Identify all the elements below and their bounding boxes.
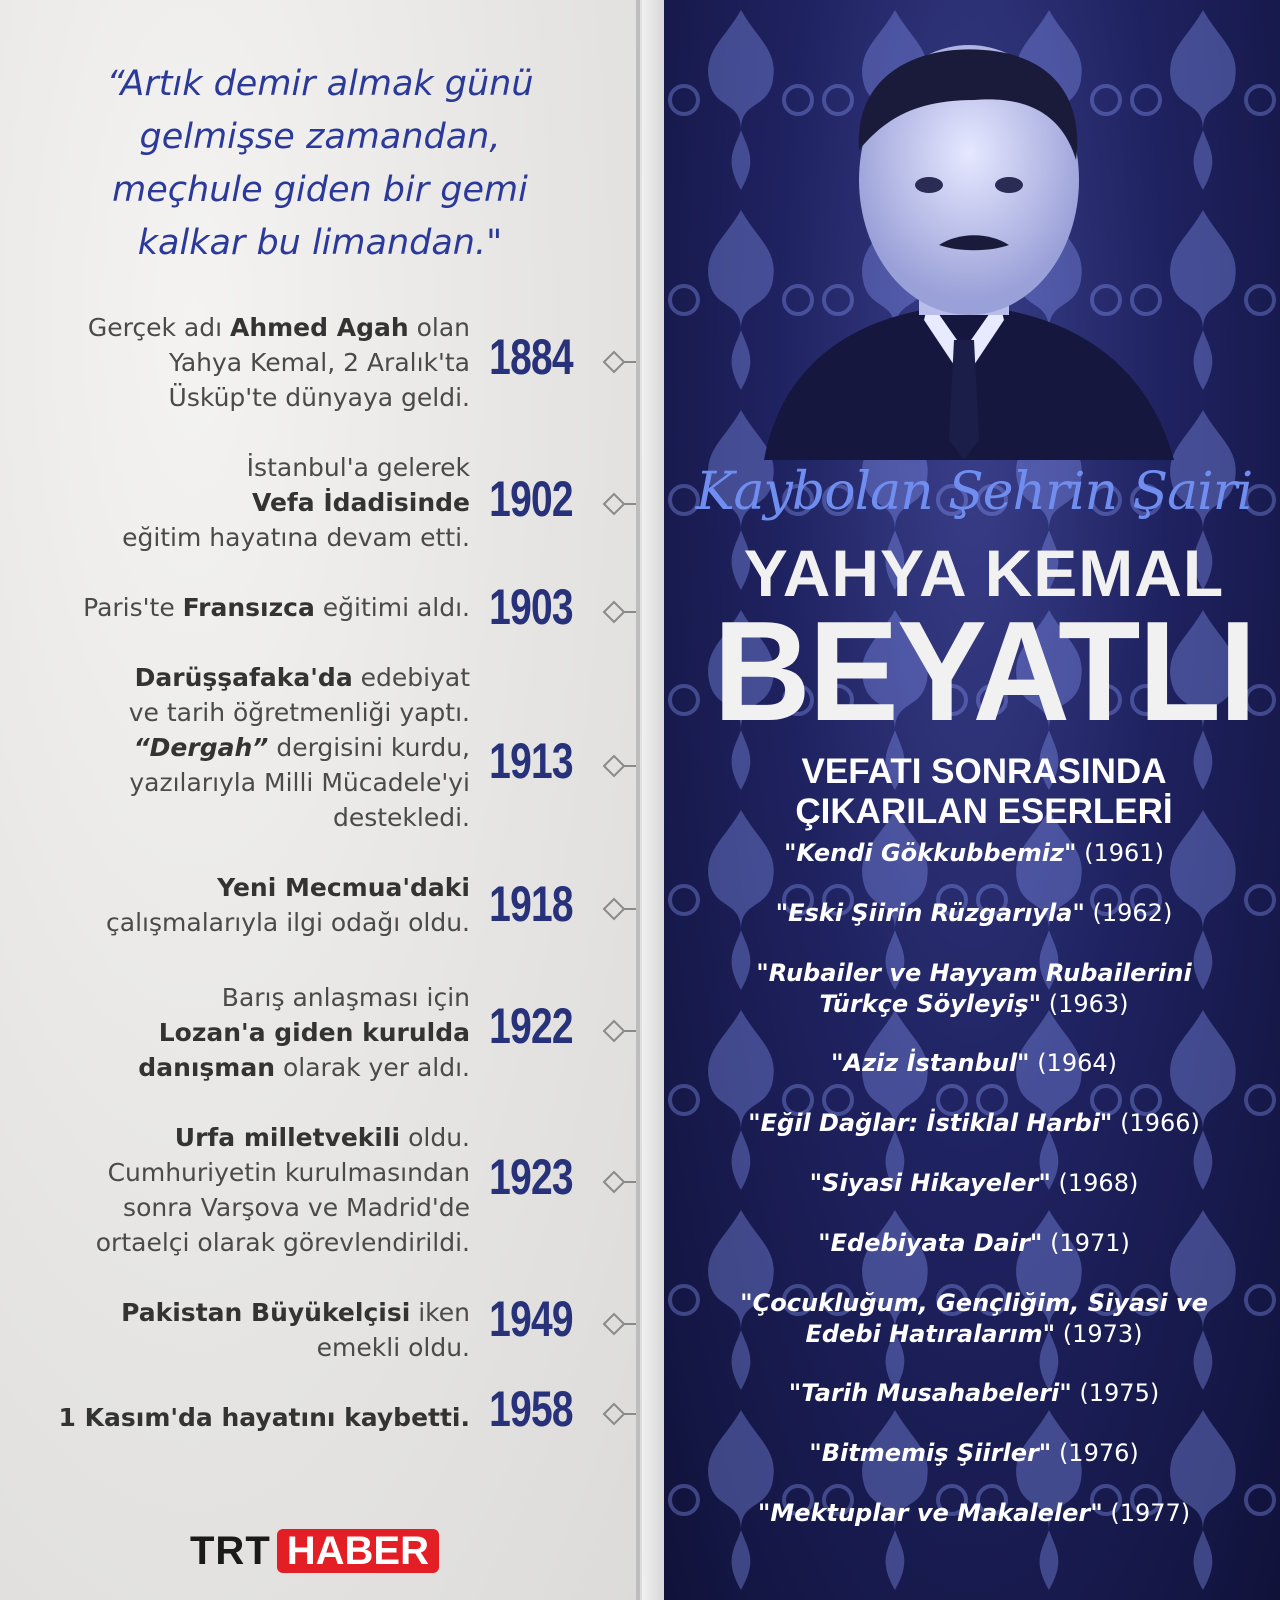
- work-line: [684, 1168, 1264, 1199]
- timeline-year: 1903: [489, 579, 573, 635]
- event-line: [10, 1330, 470, 1365]
- work-line: [684, 1438, 1264, 1469]
- event-text: olan: [408, 313, 470, 342]
- work-year: (1971): [1042, 1229, 1130, 1257]
- work-line: [684, 838, 1264, 869]
- event-text: Barış anlaşması için: [221, 983, 470, 1012]
- timeline-year: 1958: [489, 1381, 573, 1437]
- event-line: [10, 1050, 470, 1085]
- work-item: [684, 1228, 1264, 1259]
- work-title: Türkçe Söyleyiş": [819, 990, 1042, 1018]
- event-text: Paris'te: [83, 593, 183, 622]
- event-text: Yahya Kemal, 2 Aralık'ta: [168, 348, 470, 377]
- event-bold-text: Yeni Mecmua'daki: [217, 873, 470, 902]
- portrait-photo: [704, 20, 1224, 460]
- timeline-axis: [636, 0, 640, 1600]
- work-year: (1961): [1076, 839, 1164, 867]
- work-year: (1973): [1055, 1320, 1143, 1348]
- work-line: [684, 898, 1264, 929]
- event-bold-text: Urfa milletvekili: [174, 1123, 401, 1152]
- work-item: [684, 898, 1264, 929]
- event-line: [10, 520, 470, 555]
- work-line: [684, 1108, 1264, 1139]
- timeline-event-text: [10, 870, 470, 940]
- event-line: [10, 1015, 470, 1050]
- event-line: [10, 1120, 470, 1155]
- quote-line: meçhule giden bir gemi: [112, 170, 528, 210]
- diamond-marker-icon: [600, 492, 640, 516]
- event-text: yazılarıyla Milli Mücadele'yi: [129, 768, 470, 797]
- name-first: YAHYA KEMAL: [743, 536, 1225, 610]
- timeline-event-text: [10, 1295, 470, 1365]
- timeline-year: 1949: [489, 1291, 573, 1347]
- event-bold-text: Fransızca: [182, 593, 315, 622]
- work-title: "Aziz İstanbul": [831, 1049, 1030, 1077]
- work-line: [684, 1498, 1264, 1529]
- timeline-event-text: [10, 1120, 470, 1260]
- diamond-marker-icon: [600, 754, 640, 778]
- event-line: [10, 485, 470, 520]
- diamond-marker-icon: [600, 1312, 640, 1336]
- event-text: edebiyat: [352, 663, 470, 692]
- work-title: Edebi Hatıralarım": [805, 1320, 1056, 1348]
- work-title: "Mektuplar ve Makaleler": [757, 1499, 1103, 1527]
- work-year: (1964): [1029, 1049, 1117, 1077]
- work-title: "Tarih Musahabeleri": [788, 1379, 1072, 1407]
- diamond-marker-icon: [600, 350, 640, 374]
- timeline-event-text: [10, 1400, 470, 1435]
- event-text: eğitim hayatına devam etti.: [122, 523, 470, 552]
- work-item: [684, 1288, 1264, 1350]
- event-line: [10, 310, 470, 345]
- work-item: [684, 1378, 1264, 1409]
- subtitle-script: Kaybolan Şehrin Şairi: [695, 462, 1253, 522]
- work-title: "Kendi Gökkubbemiz": [784, 839, 1077, 867]
- event-line: [10, 450, 470, 485]
- event-bold-text: Darüşşafaka'da: [134, 663, 353, 692]
- work-item: [684, 1438, 1264, 1469]
- work-year: (1975): [1071, 1379, 1160, 1407]
- event-text: dergisini kurdu,: [268, 733, 470, 762]
- event-bold-text: 1 Kasım'da hayatını kaybetti.: [58, 1403, 470, 1432]
- work-year: (1962): [1084, 899, 1173, 927]
- work-year: (1976): [1051, 1439, 1139, 1467]
- event-line: [10, 730, 470, 765]
- event-text: iken: [410, 1298, 470, 1327]
- diamond-marker-icon: [600, 1170, 640, 1194]
- event-bold-text: “Dergah”: [133, 733, 269, 762]
- work-item: [684, 838, 1264, 869]
- event-bold-text: Pakistan Büyükelçisi: [121, 1298, 411, 1327]
- event-line: [10, 765, 470, 800]
- work-item: [684, 1168, 1264, 1199]
- timeline-year: 1913: [489, 733, 573, 789]
- timeline-year: 1902: [489, 471, 573, 527]
- quote-line: gelmişse zamandan,: [139, 117, 501, 157]
- event-text: çalışmalarıyla ilgi odağı oldu.: [106, 908, 470, 937]
- work-line: [684, 1288, 1264, 1319]
- work-title: "Bitmemiş Şiirler": [809, 1439, 1052, 1467]
- event-line: [10, 345, 470, 380]
- timeline-year: 1922: [489, 998, 573, 1054]
- work-line: [684, 1228, 1264, 1259]
- event-line: [10, 800, 470, 835]
- timeline-year: 1884: [489, 329, 573, 385]
- work-item: [684, 958, 1264, 1020]
- work-title: "Çocukluğum, Gençliğim, Siyasi ve: [740, 1289, 1208, 1317]
- event-text: Üsküp'te dünyaya geldi.: [168, 383, 470, 412]
- event-text: destekledi.: [332, 803, 470, 832]
- event-line: [10, 380, 470, 415]
- quote-line: kalkar bu limandan.": [137, 223, 503, 263]
- timeline-event-text: [10, 980, 470, 1085]
- event-text: sonra Varşova ve Madrid'de: [123, 1193, 470, 1222]
- event-text: olarak yer aldı.: [275, 1053, 470, 1082]
- event-text: emekli oldu.: [316, 1333, 470, 1362]
- work-item: [684, 1108, 1264, 1139]
- work-line: [684, 1319, 1264, 1350]
- event-line: [10, 590, 470, 625]
- event-line: [10, 660, 470, 695]
- diamond-marker-icon: [600, 600, 640, 624]
- trt-haber-logo: [190, 1528, 439, 1574]
- work-item: [684, 1048, 1264, 1079]
- works-heading: [704, 752, 1264, 832]
- event-line: [10, 905, 470, 940]
- event-line: [10, 1400, 470, 1435]
- event-line: [10, 870, 470, 905]
- diamond-marker-icon: [600, 1402, 640, 1426]
- event-line: [10, 1190, 470, 1225]
- event-line: [10, 1295, 470, 1330]
- profile-panel: [664, 0, 1280, 1600]
- event-text: İstanbul'a gelerek: [246, 453, 470, 482]
- diamond-marker-icon: [600, 897, 640, 921]
- timeline-event-text: [10, 590, 470, 625]
- event-line: [10, 1225, 470, 1260]
- work-title: "Eski Şiirin Rüzgarıyla": [775, 899, 1085, 927]
- event-text: Gerçek adı: [87, 313, 230, 342]
- works-heading-line: VEFATI SONRASINDA: [801, 752, 1167, 791]
- event-text: eğitimi aldı.: [314, 593, 470, 622]
- work-title: "Eğil Dağlar: İstiklal Harbi": [748, 1109, 1113, 1137]
- poem-quote: [40, 58, 600, 270]
- event-bold-text: Lozan'a giden kurulda: [158, 1018, 470, 1047]
- work-year: (1977): [1102, 1499, 1191, 1527]
- work-year: (1968): [1050, 1169, 1139, 1197]
- event-bold-text: Ahmed Agah: [229, 313, 409, 342]
- panel-divider: [642, 0, 664, 1600]
- event-line: [10, 1155, 470, 1190]
- event-text: ve tarih öğretmenliği yaptı.: [128, 698, 470, 727]
- work-title: "Siyasi Hikayeler": [809, 1169, 1051, 1197]
- event-text: Cumhuriyetin kurulmasından: [107, 1158, 470, 1187]
- work-year: (1963): [1041, 990, 1129, 1018]
- logo-haber: HABER: [277, 1529, 439, 1573]
- works-heading-line: ÇIKARILAN ESERLERİ: [795, 792, 1173, 831]
- event-text: oldu.: [400, 1123, 470, 1152]
- event-line: [10, 695, 470, 730]
- work-line: [684, 958, 1264, 989]
- timeline-year: 1918: [489, 876, 573, 932]
- work-title: "Rubailer ve Hayyam Rubailerini: [756, 959, 1192, 987]
- work-line: [684, 989, 1264, 1020]
- work-title: "Edebiyata Dair": [818, 1229, 1043, 1257]
- name-last: BEYATLI: [713, 592, 1255, 751]
- timeline-event-text: [10, 450, 470, 555]
- timeline-event-text: [10, 660, 470, 835]
- work-year: (1966): [1112, 1109, 1200, 1137]
- timeline-event-text: [10, 310, 470, 415]
- work-item: [684, 1498, 1264, 1529]
- diamond-marker-icon: [600, 1019, 640, 1043]
- work-line: [684, 1378, 1264, 1409]
- quote-line: “Artık demir almak günü: [106, 64, 534, 104]
- timeline-year: 1923: [489, 1149, 573, 1205]
- event-text: ortaelçi olarak görevlendirildi.: [95, 1228, 470, 1257]
- event-bold-text: danışman: [138, 1053, 276, 1082]
- work-line: [684, 1048, 1264, 1079]
- logo-trt: TRT: [190, 1528, 271, 1573]
- event-bold-text: Vefa İdadisinde: [251, 488, 470, 517]
- event-line: [10, 980, 470, 1015]
